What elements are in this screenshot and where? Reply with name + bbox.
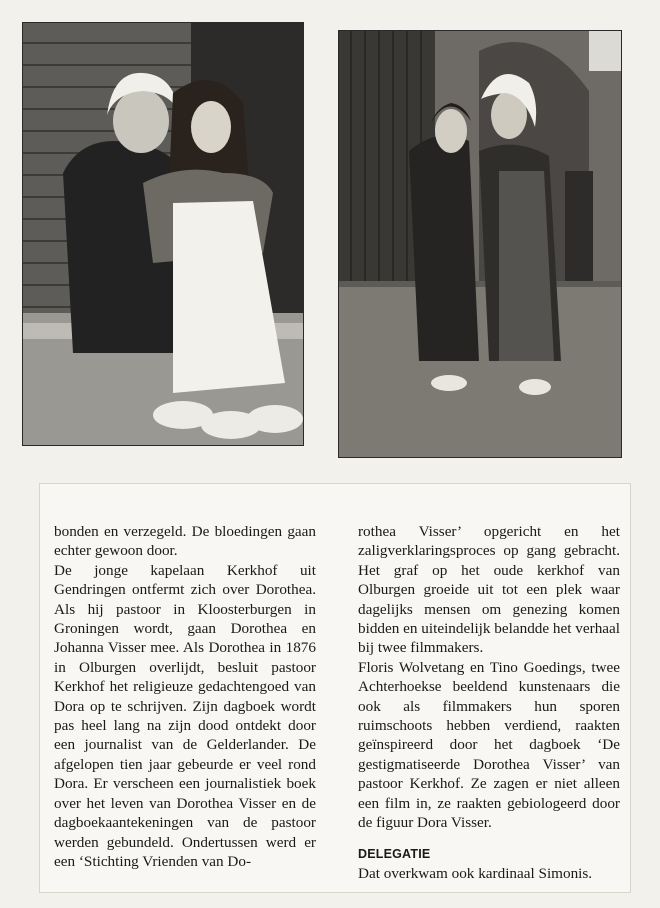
photo-left xyxy=(22,22,304,446)
article-subhead: DELEGATIE xyxy=(358,846,431,861)
photo-two-girls-traditional-dress-icon xyxy=(339,31,621,457)
photo-right xyxy=(338,30,622,458)
article-paragraph: bonden en verzegeld. De bloedingen gaan echter gewoon door. xyxy=(54,523,316,560)
photo-elderly-woman-with-girl-icon xyxy=(23,23,303,445)
article-paragraph: De jonge kapelaan Kerkhof uit Gendringen ontfermt zich over Dorothea. Als hij pastoor in Kloosterburgen in Groningen wordt, gaan Dorothea en Johanna Visser mee. Als Dorothea in 1876 in Olburgen overlijdt, besluit pastoor Kerkhof het religieuze gedachtengoed van Dora op te schrijven. Zijn dagboek wordt pas heel lang na zijn dood ontdekt door een journalist van de Gelderlander. De afgelopen tien jaar gebeurde er veel rond Dora. Er verscheen een journalistiek boek over het leven van Dorothea Visser en de dagboekaantekeningen van de pastoor werden gebundeld. Ondertussen werd er een ‘Stichting Vrienden van Do- xyxy=(54,561,316,870)
article-clipping xyxy=(40,484,630,892)
article-paragraph: Floris Wolvetang en Tino Goedings, twee Achterhoekse beeldend kunstenaars die ook als filmmakers hun sporen ruimschoots hebben verdiend, raakten geïnspireerd door het dagboek ‘De gestigmatiseerde Dorothea Visser’ van pastoor Kerkhof. Ze zagen er niet alleen een film in, ze raakten gebiologeerd door de figuur Dora Visser. xyxy=(358,658,620,832)
article-left-column xyxy=(54,522,316,871)
article-paragraph: Dat overkwam ook kardinaal Simonis. xyxy=(358,864,593,882)
article-right-column xyxy=(358,522,620,883)
article-paragraph: rothea Visser’ opgericht en het zaligverklaringsproces op gang gebracht. Het graf op het oude kerkhof van Olburgen groeide uit tot een plek waar dagelijks mensen om genezing komen bidden en uiteindelijk belandde het verhaal bij twee filmmakers. xyxy=(358,523,620,657)
